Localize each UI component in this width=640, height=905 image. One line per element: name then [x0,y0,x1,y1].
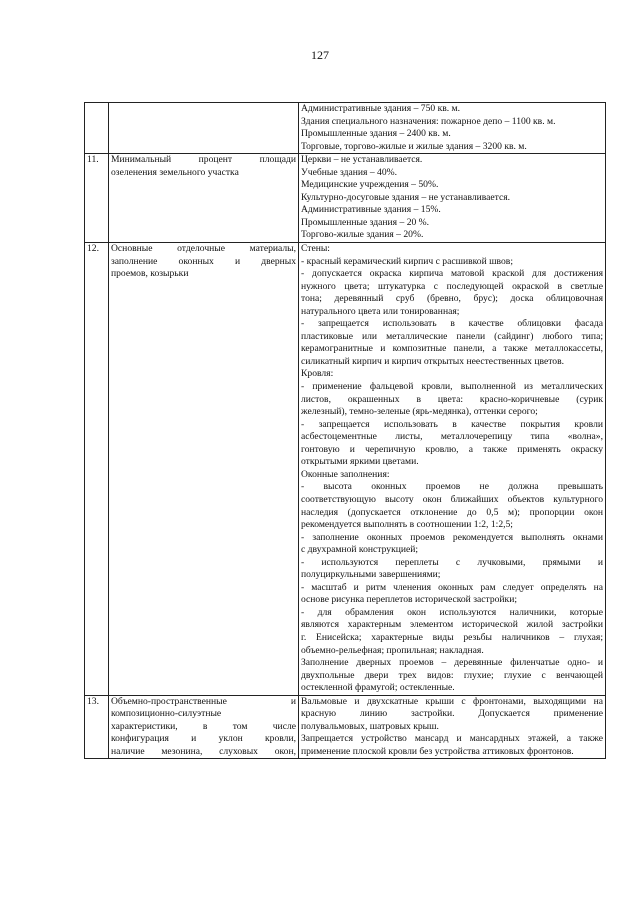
parameter-name-line: Минимальный процент площади [111,154,296,166]
row-number [85,103,109,154]
parameter-value-line: основе рисунка переплетов исторической застройки; [301,594,518,606]
parameter-value-line: соответствующую высоту окон ближайших объектов культурного [301,493,603,505]
parameter-value-line: - применение фальцевой кровли, выполненной из металлических [301,381,603,393]
parameter-value-line: остекленной фрамугой; остекленные. [301,682,455,694]
parameter-value-line: Учебные здания – 40%. [301,166,398,178]
parameter-name [109,154,299,243]
parameter-value-line: двухпольные двери трех видов: глухие; глухие с венчающей [301,669,603,681]
parameter-value-line: рекомендуется выполнять в соотношении 1:2, 1:2,5; [301,519,513,531]
parameter-name [109,103,299,154]
parameter-value-line: керамогранитные и композитные панели, а также металлокассеты, [301,343,603,355]
parameter-value [299,154,606,243]
parameter-name [109,243,299,696]
parameter-value-line: красную линию застройки. Допускается применение [301,708,603,720]
parameter-value-line: Церкви – не устанавливается. [301,154,423,166]
parameter-value-line: Заполнение дверных проемов – деревянные филенчатые одно- и [301,657,603,669]
parameter-value-line: - красный керамический кирпич с расшивкой швов; [301,255,513,267]
parameter-value [299,695,606,759]
table-row [85,154,606,243]
parameter-name-line: наличие мезонина, слуховых окон, [111,745,296,757]
parameter-name [109,695,299,759]
parameter-value-line: Медицинские учреждения – 50%. [301,179,439,191]
row-number: 11. [85,154,109,243]
parameter-value-line: полувальмовых, шатровых крыш. [301,720,439,732]
parameter-value-line: Кровля: [301,368,334,380]
parameter-value-line: - для обрамления окон используются наличники, которые [301,606,603,618]
parameter-value-line: Административные здания – 750 кв. м. [301,103,461,114]
parameter-value-line: пластиковые или металлические панели (сайдинг) любого типа; [301,330,603,342]
parameter-value-line: Стены: [301,243,330,255]
table-row [85,695,606,759]
parameter-value-line: Промышленные здания – 2400 кв. м. [301,128,451,140]
parameter-value-line: открытыми яркими цветами. [301,456,419,468]
parameter-value-line: тона; деревянный сруб (бревно, брус); доска облицовочная [301,293,603,305]
table-row [85,243,606,696]
parameter-value-line: Торговые, торгово-жилые и жилые здания – 3200 кв. м. [301,140,527,152]
parameter-value [299,243,606,696]
parameter-value-line: объемно-рельефная; пропильная; накладная. [301,644,484,656]
parameter-value-line: натурального цвета или тонированная; [301,305,460,317]
table-row [85,103,606,154]
parameter-value-line: Промышленные здания – 20 %. [301,216,430,228]
parameter-value-line: применение плоской кровли без устройства аттиковых фронтонов. [301,745,574,757]
parameter-value-line: Вальмовые и двухскатные крыши с фронтонами, выходящими на [301,695,603,707]
parameter-value [299,103,606,154]
parameter-value-line: Административные здания – 15%. [301,204,441,216]
parameter-value-line: - заполнение оконных проемов рекомендуется выполнять окнами [301,531,603,543]
parameter-value-line: - масштаб и ритм членения оконных рам следует определять на [301,581,603,593]
parameter-value-line: - высота оконных проемов не должна превышать [301,481,603,493]
page-number: 127 [311,48,329,62]
parameter-value-line: наследия (допускается отклонение до 0,5 м); пропорции окон [301,506,603,518]
parameter-value-line: Оконные заполнения: [301,468,390,480]
parameter-value-line: Культурно-досуговые здания – не устанавливается. [301,191,511,203]
parameter-name-line: характеристики, в том числе [111,720,296,732]
parameter-name-line: Объемно-пространственные и [111,695,296,707]
parameter-value-line: силикатный кирпич и кирпич открытых неестественных цветов. [301,355,565,367]
parameter-value-line: гонтовую и черепичную кровлю, а также применять окраску [301,443,603,455]
table-body [85,103,606,759]
parameter-name-line: озеленения земельного участка [111,166,239,178]
parameter-name-line: конфигурация и уклон кровли, [111,733,296,745]
row-number: 13. [85,695,109,759]
parameter-value-line: асбестоцементные листы, металлочерепицу типа «волна», [301,431,603,443]
parameter-value-line: нужного цвета; штукатурка с последующей окраской в светлые [301,280,603,292]
parameter-name-line: заполнение оконных и дверных [111,255,296,267]
parameter-value-line: являются характерным элементом исторической жилой застройки [301,619,603,631]
parameter-name-line: композиционно-силуэтные [111,708,222,720]
parameter-value-line: Здания специального назначения: пожарное депо – 1100 кв. м. [301,115,556,127]
parameter-value-line: полуциркульными завершениями; [301,569,441,581]
parameter-value-line: - запрещается использовать в качестве покрытия кровли [301,418,603,430]
parameter-value-line: листов, окрашенных в цвета: красно-коричневые (сурик [301,393,603,405]
parameter-value-line: Запрещается устройство мансард и мансардных этажей, а также [301,733,603,745]
parameter-value-line: - допускается окраска кирпича матовой краской для достижения [301,268,603,280]
regulations-table [84,102,606,759]
parameter-name-line: проемов, козырьки [111,268,189,280]
parameter-value-line: - запрещается использовать в качестве облицовки фасада [301,318,603,330]
parameter-value-line: железный), темно-зеленые (ярь-медянка), оттенки серого; [301,406,538,418]
row-number: 12. [85,243,109,696]
parameter-value-line: г. Енисейска; характерные виды резьбы наличников – глухая; [301,631,603,643]
parameter-name-line: Основные отделочные материалы, [111,243,296,255]
parameter-value-line: - используются переплеты с лучковыми, прямыми и [301,556,603,568]
parameter-value-line: Торгово-жилые здания – 20%. [301,229,424,241]
parameter-value-line: с двухрамной конструкцией; [301,544,419,556]
